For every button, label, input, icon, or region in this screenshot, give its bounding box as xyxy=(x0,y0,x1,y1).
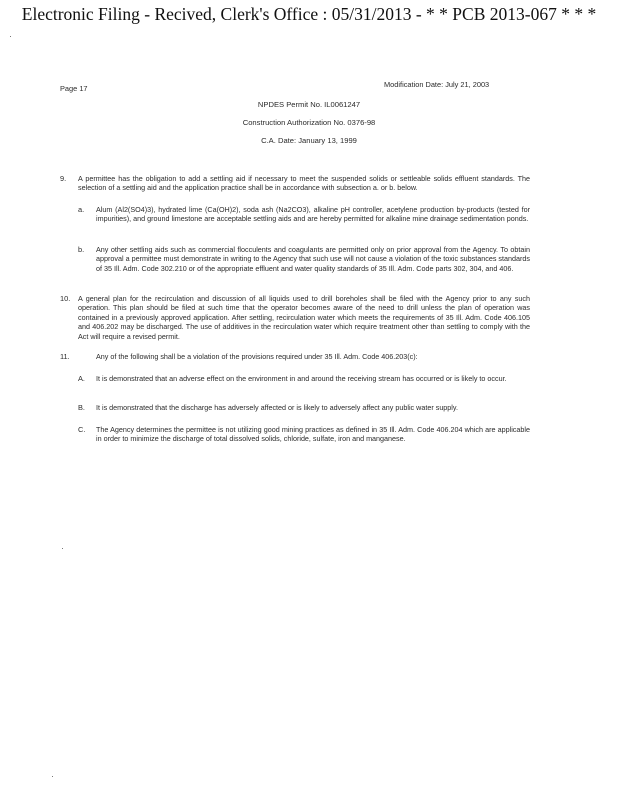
paragraph-9b-label: b. xyxy=(78,245,85,254)
paragraph-11a-label: A. xyxy=(78,374,85,383)
paragraph-11c-text: The Agency determines the permittee is not utilizing good mining practices as defined in 35 Ill. Adm. Code 406.204 which are applicable in order to minimize the discharge of total dissolved solids, chloride, sulfate, iron and manganese. xyxy=(96,425,530,444)
paragraph-9a-text: Alum (Al2(SO4)3), hydrated lime (Ca(OH)2), soda ash (Na2CO3), alkaline pH controller, acetylene production by-products (tested for impurities), and ground limestone are acceptable settling aids and are hereby permitted for alkaline mine drainage sedimentation ponds. xyxy=(96,205,530,224)
paragraph-9-number: 9. xyxy=(60,174,67,183)
paragraph-10-text: A general plan for the recirculation and discussion of all liquids used to drill boreholes shall be filed with the Agency prior to any such operation. This plan should be filed at such time that the operator becomes aware of the need to drill unless the plan of operation was contained in a previously approved application. After settling, recirculation water which meets the requirements of 35 Ill. Adm. Code 406.105 and 406.202 may be discharged. The use of additives in the recirculation water which require treatment other than settling to comply with the Act will require a revised permit. xyxy=(78,294,530,341)
paragraph-9b-text: Any other settling aids such as commercial flocculents and coagulants are permitted only on prior approval from the Agency. To obtain approval a permittee must demonstrate in writing to the Agency that such use will not cause a violation of the toxic substances standards of 35 Ill. Adm. Code 302.210 or of the appropriate effluent and water quality standards of 35 Ill. Adm. Code parts 302, 304, and 406. xyxy=(96,245,530,273)
paragraph-11b-label: B. xyxy=(78,403,85,412)
filing-stamp: Electronic Filing - Recived, Clerk's Office : 05/31/2013 - * * PCB 2013-067 * * * xyxy=(21,4,597,24)
scan-speck xyxy=(10,36,11,37)
paragraph-11-number: 11. xyxy=(60,352,70,361)
paragraph-11b-text: It is demonstrated that the discharge has adversely affected or is likely to adversely affect any public water supply. xyxy=(96,403,458,412)
permit-number: NPDES Permit No. IL0061247 xyxy=(257,100,361,109)
paragraph-11a-text: It is demonstrated that an adverse effect on the environment in and around the receiving stream has occurred or is likely to occur. xyxy=(96,374,507,383)
construction-authorization: Construction Authorization No. 0376-98 xyxy=(242,118,376,127)
paragraph-9-text: A permittee has the obligation to add a settling aid if necessary to meet the suspended solids or settleable solids effluent standards. The selection of a settling aid and the application practice shall be in accordance with subsection a. or b. below. xyxy=(78,174,530,193)
page-number: Page 17 xyxy=(60,84,88,93)
ca-date: C.A. Date: January 13, 1999 xyxy=(261,136,357,145)
scan-speck xyxy=(52,776,53,777)
paragraph-10-number: 10. xyxy=(60,294,71,303)
paragraph-11c-label: C. xyxy=(78,425,86,434)
paragraph-11-text: Any of the following shall be a violation of the provisions required under 35 Ill. Adm. Code 406.203(c): xyxy=(96,352,418,361)
scan-speck xyxy=(62,548,63,549)
modification-date: Modification Date: July 21, 2003 xyxy=(384,80,490,89)
paragraph-9a-label: a. xyxy=(78,205,85,214)
